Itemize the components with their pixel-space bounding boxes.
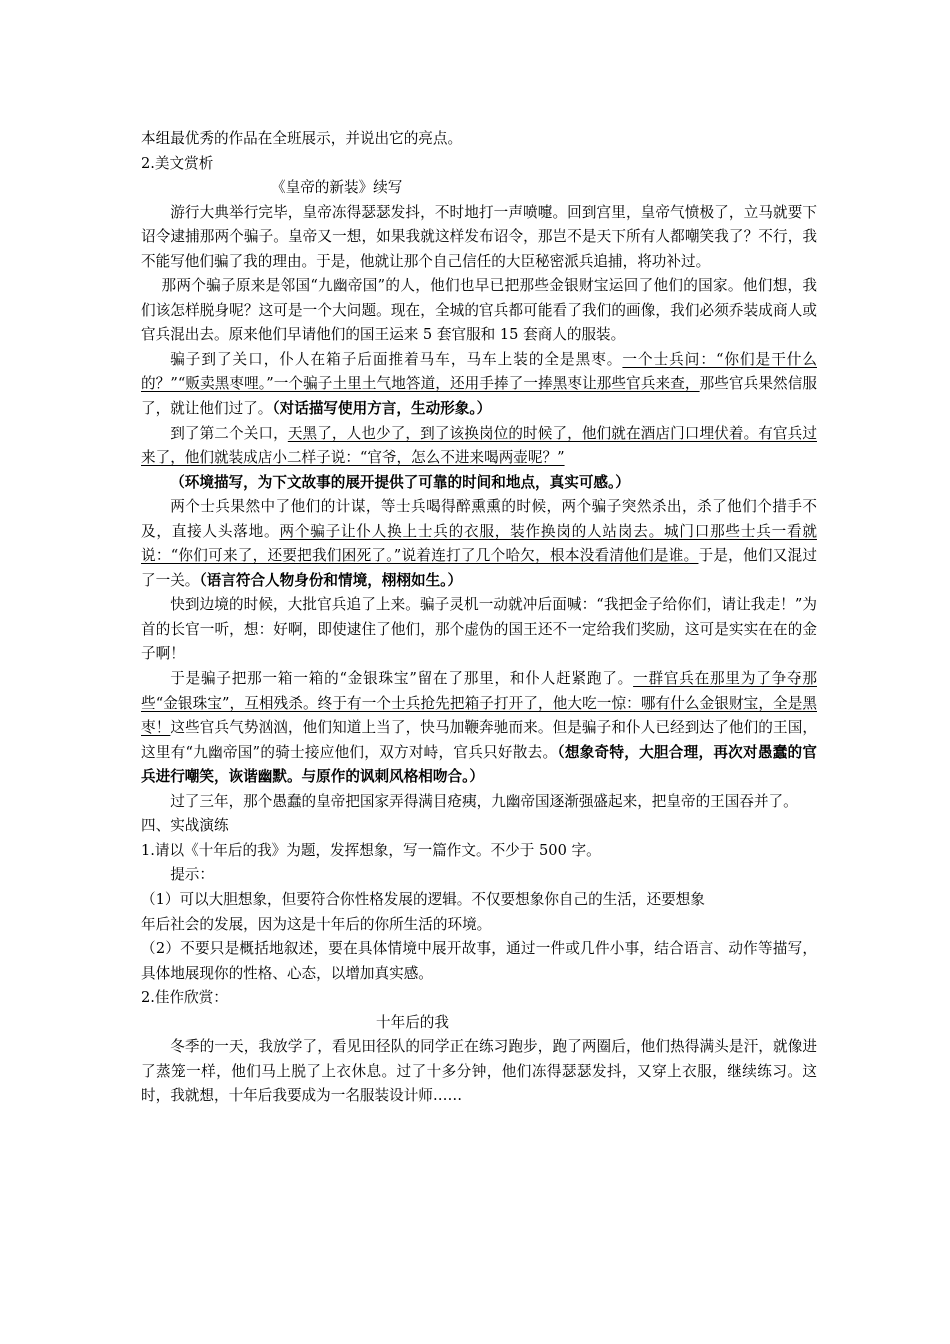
commentary-note: （环境描写，为下文故事的展开提供了可靠的时间和地点，真实可感。） [170,473,630,491]
paragraph-8: 过了三年，那个愚蠢的皇帝把国家弄得满目疮痍，九幽帝国逐渐强盛起来，把皇帝的王国吞并了。 [170,792,798,810]
section-heading-sample: 2.佳作欣赏： [141,989,228,1007]
paragraph-1: 游行大典举行完毕，皇帝冻得瑟瑟发抖，不时地打一声喷嚏。回到宫里，皇帝气愤极了，立马就要下诏令逮捕那两个骗子。皇帝又一想，如果我就这样发布诏令，那岂不是天下所有人都嘲笑我了？不行，我不能写他们骗了我的理由。于是，他就让那个自己信任的大臣秘密派兵追捕，将功补过。 [141,203,817,270]
commentary-note: （对话描写使用方言，生动形象。） [272,400,492,418]
paragraph-7: 于是骗子把那一箱一箱的“金银珠宝”留在了那里，和仆人赶紧跑了。一群官兵在那里为了争夺那些“金银珠宝”，互相残杀。终于有一个士兵抢先把箱子打开了，他大吃一惊：哪有什么金银财宝，全是黑枣！这些官兵气势汹汹，他们知道上当了，快马加鞭奔驰而来。但是骗子和仆人已经到达了他们的王国，这里有“九幽帝国”的骑士接应他们，双方对峙，官兵只好散去。（想象奇特，大胆合理，再次对愚蠢的官兵进行嘲笑，诙谐幽默。与原作的讽刺风格相吻合。） [141,670,817,786]
underlined-passage: 一群官兵在那里为了争夺那些“金银珠宝”，互相残杀。终于有一个士兵抢先把箱子打开了，他大吃一惊：哪有什么金银财宝，全是黑枣！ [141,670,817,737]
commentary-note: （想象奇特，大胆合理，再次对愚蠢的官兵进行嘲笑，诙谐幽默。与原作的讽刺风格相吻合。） [141,743,817,786]
paragraph-4: 到了第二个关口，天黑了，人也少了，到了该换岗位的时候了，他们就在酒店门口埋伏着。有官兵过来了，他们就装成店小二样子说：“官爷，怎么不进来喝两壶呢？” [141,424,817,467]
paragraph-3: 骗子到了关口，仆人在箱子后面推着马车，马车上装的全是黑枣。一个士兵问：“你们是干什么的？”“贩卖黑枣哩。”一个骗子土里土气地答道，还用手捧了一捧黑枣让那些官兵来查，那些官兵果然信服了，就让他们过了。（对话描写使用方言，生动形象。） [141,350,817,418]
essay-title: 十年后的我 [376,1013,449,1031]
underlined-passage: 一个士兵问：“你们是干什么的？”“贩卖黑枣哩。”一个骗子土里土气地答道，还用手捧了一捧黑枣让那些官兵来查， [141,350,817,393]
paragraph-5: 两个士兵果然中了他们的计谋，等士兵喝得醉熏熏的时候，两个骗子突然杀出，杀了他们个措手不及，直接人头落地。两个骗子让仆人换上士兵的衣服，装作换岗的人站岗去。城门口那些士兵一看就说：“你们可来了，还要把我们困死了。”说着连打了几个哈欠，根本没看清他们是谁。于是，他们又混过了一关。（语言符合人物身份和情境，栩栩如生。） [141,498,817,589]
paragraph-6: 快到边境的时候，大批官兵追了上来。骗子灵机一动就冲后面喊：“我把金子给你们，请让我走！”为首的长官一听，想：好啊，即使逮住了他们，那个虚伪的国王还不一定给我们奖励，这可是实实在在的金子啊！ [141,596,817,663]
section-heading-practice: 四、实战演练 [141,817,229,835]
paragraph-2: 那两个骗子原来是邻国“九幽帝国”的人，他们也早已把那些金银财宝运回了他们的国家。他们想，我们该怎样脱身呢？这可是一个大问题。现在，全城的官兵都可能看了我们的画像，我们必须乔装成商人或官兵混出去。原来他们早请他们的国王运来 5 套官服和 15 套商人的服装。 [141,277,817,344]
document-page [141,127,817,1109]
hint-2: （2）不要只是概括地叙述，要在具体情境中展开故事，通过一件或几件小事，结合语言、动作等描写，具体地展现你的性格、心态，以增加真实感。 [141,940,817,982]
hint-1-line-2: 年后社会的发展，因为这是十年后的你所生活的环境。 [141,915,492,933]
task-1: 1.请以《十年后的我》为题，发挥想象，写一篇作文。不少于 500 字。 [141,841,601,859]
underlined-passage: 两个骗子让仆人换上士兵的衣服，装作换岗的人站岗去。城门口那些士兵一看就说：“你们可来了，还要把我们困死了。”说着连打了几个哈欠，根本没看清他们是谁。 [141,522,817,565]
paragraph-9: 冬季的一天，我放学了，看见田径队的同学正在练习跑步，跑了两圈后，他们热得满头是汗，就像进了蒸笼一样，他们马上脱了上衣休息。过了十多分钟，他们冻得瑟瑟发抖，又穿上衣服，继续练习。这时，我就想，十年后我要成为一名服装设计师…… [141,1038,817,1105]
hint-label: 提示： [170,866,214,884]
underlined-passage: 天黑了，人也少了，到了该换岗位的时候了，他们就在酒店门口埋伏着。有官兵过来了，他们就装成店小二样子说：“官爷，怎么不进来喝两壶呢？” [141,424,817,467]
essay-title: 《皇帝的新装》续写 [271,179,403,197]
section-heading-appreciation: 2.美文赏析 [141,154,214,172]
hint-1-line-1: （1）可以大胆想象，但要符合你性格发展的逻辑。不仅要想象你自己的生活，还要想象 [141,890,705,908]
intro-line: 本组最优秀的作品在全班展示，并说出它的亮点。 [141,130,463,147]
commentary-note: （语言符合人物身份和情境，栩栩如生。） [199,571,463,589]
